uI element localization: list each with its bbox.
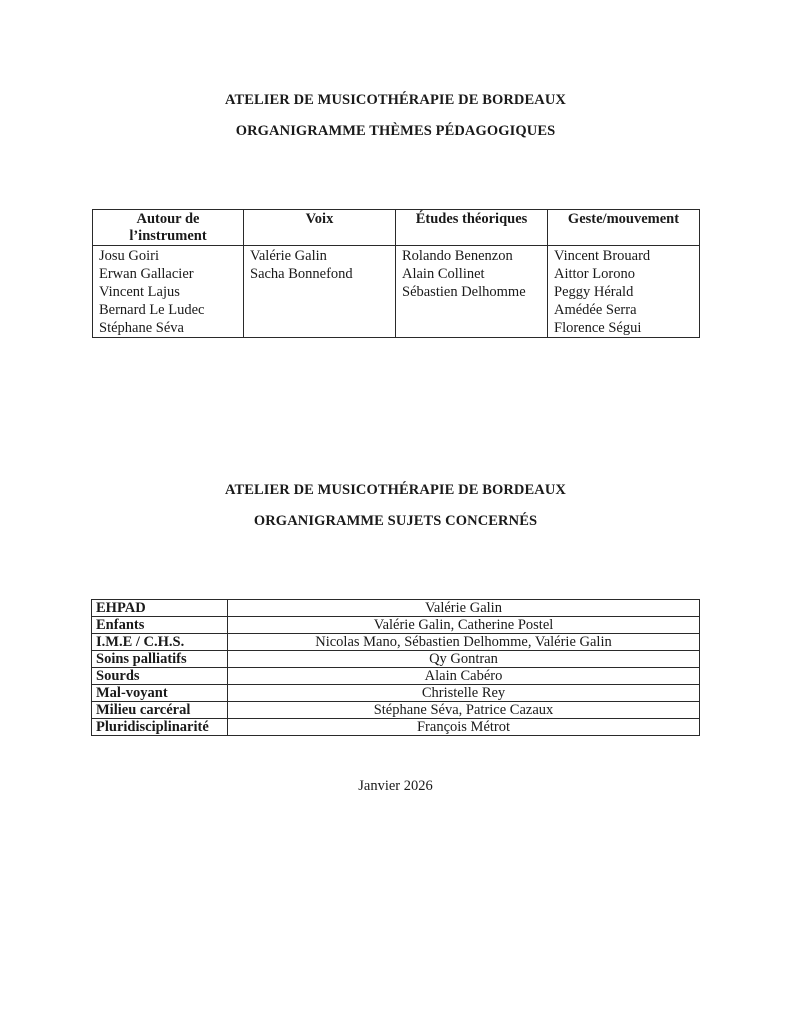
- column-header-etudes: Études théoriques: [396, 210, 548, 246]
- person-name: Valérie Galin: [250, 248, 327, 264]
- person-name: Aittor Lorono: [554, 266, 635, 282]
- table-row: [92, 600, 700, 617]
- themes-subtitle: ORGANIGRAMME THÈMES PÉDAGOGIQUES: [235, 123, 556, 139]
- subject-label: Enfants: [92, 617, 228, 634]
- person-name: Sacha Bonnefond: [250, 266, 353, 282]
- subject-label: Pluridisciplinarité: [92, 719, 228, 736]
- document-date: Janvier 2026: [358, 778, 433, 794]
- themes-header-row: [93, 210, 700, 246]
- subject-label: Sourds: [92, 668, 228, 685]
- table-row: [92, 668, 700, 685]
- geste-names-cell: [548, 246, 700, 338]
- subjects-table: [91, 599, 700, 736]
- person-name: Vincent Lajus: [99, 284, 180, 300]
- subject-value: Valérie Galin: [228, 600, 700, 617]
- person-name: Vincent Brouard: [554, 248, 651, 264]
- table-row: [92, 617, 700, 634]
- subjects-title: ATELIER DE MUSICOTHÉRAPIE DE BORDEAUX: [224, 482, 566, 498]
- subjects-subtitle: ORGANIGRAMME SUJETS CONCERNÉS: [253, 513, 538, 529]
- person-name: Amédée Serra: [554, 302, 637, 318]
- person-name: Alain Collinet: [402, 266, 485, 282]
- column-header-instrument: Autour de l’instrument: [93, 210, 244, 246]
- person-name: Josu Goiri: [99, 248, 160, 264]
- subject-label: Milieu carcéral: [92, 702, 228, 719]
- table-row: [92, 651, 700, 668]
- person-name: Stéphane Séva: [99, 320, 184, 336]
- subject-value: Christelle Rey: [228, 685, 700, 702]
- subject-value: Qy Gontran: [228, 651, 700, 668]
- subject-value: Nicolas Mano, Sébastien Delhomme, Valérie Galin: [228, 634, 700, 651]
- subject-value: Valérie Galin, Catherine Postel: [228, 617, 700, 634]
- person-name: Erwan Gallacier: [99, 266, 194, 282]
- themes-names-row: [93, 246, 700, 338]
- person-name: Bernard Le Ludec: [99, 302, 205, 318]
- table-row: [92, 702, 700, 719]
- table-row: [92, 685, 700, 702]
- person-name: Sébastien Delhomme: [402, 284, 526, 300]
- table-row: [92, 719, 700, 736]
- person-name: Florence Ségui: [554, 320, 642, 336]
- subject-label: EHPAD: [92, 600, 228, 617]
- instrument-names-cell: [93, 246, 244, 338]
- table-row: [92, 634, 700, 651]
- subject-value: Alain Cabéro: [228, 668, 700, 685]
- column-header-geste: Geste/mouvement: [548, 210, 700, 246]
- column-header-voix: Voix: [244, 210, 396, 246]
- subject-label: Soins palliatifs: [92, 651, 228, 668]
- subject-label: I.M.E / C.H.S.: [92, 634, 228, 651]
- subject-value: Stéphane Séva, Patrice Cazaux: [228, 702, 700, 719]
- person-name: Peggy Hérald: [554, 284, 634, 300]
- subject-label: Mal-voyant: [92, 685, 228, 702]
- document-title: ATELIER DE MUSICOTHÉRAPIE DE BORDEAUX: [224, 92, 566, 108]
- person-name: Rolando Benenzon: [402, 248, 513, 264]
- voix-names-cell: [244, 246, 396, 338]
- subject-value: François Métrot: [228, 719, 700, 736]
- themes-table: [92, 209, 700, 338]
- etudes-names-cell: [396, 246, 548, 338]
